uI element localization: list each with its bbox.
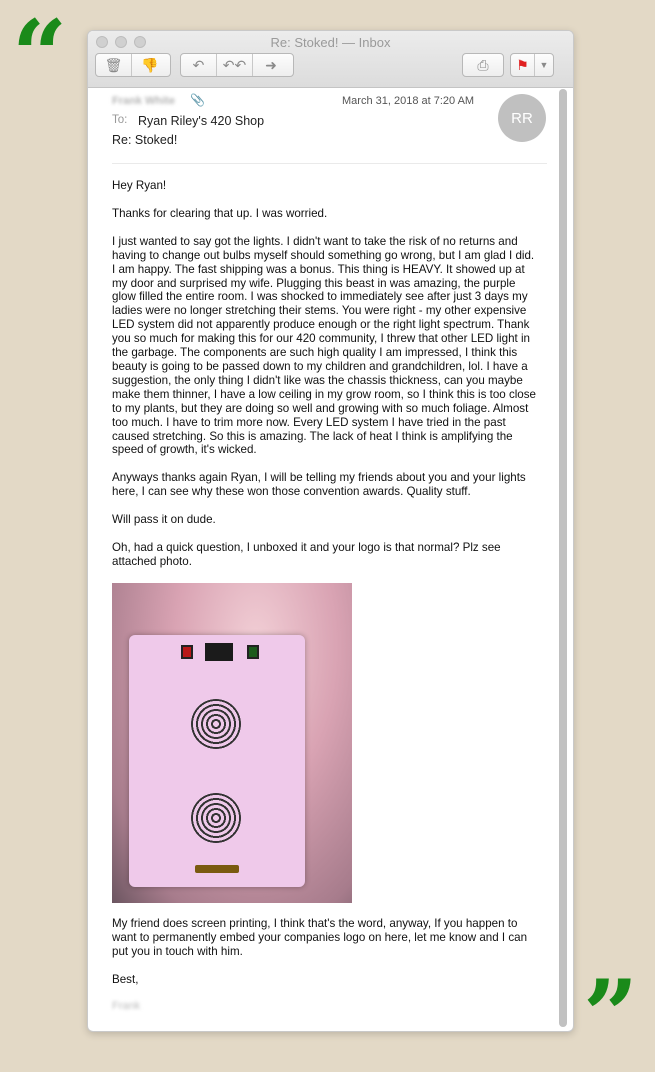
body-paragraph: Hey Ryan! [112,179,167,192]
body-paragraph: Thanks for clearing that up. I was worried. [112,206,328,220]
flag-group [510,53,554,77]
message-subject: Re: Stoked! [112,133,178,147]
header-divider [112,163,547,164]
to-label: To: [112,114,128,126]
flag-button[interactable] [511,54,535,76]
body-paragraph: Oh, had a quick question, I unboxed it and your logo is that normal? Plz see attached photo. [112,541,501,568]
signature: Frank [112,1000,141,1013]
print-group [462,53,504,77]
body-paragraph: Will pass it on dude. [112,513,216,527]
body-paragraph: Best, [112,972,139,986]
delete-junk-group [95,53,171,77]
body-paragraph: I just wanted to say got the lights. I didn't want to take the risk of no returns and having to change out bulbs myself should something go wrong, but I am glad I did. I am happy. The fast shipping was a bonus. This thing is HEAVY. It showed up at my door and surprised my wife. Plugging this beast in was amazing, the purple glow filled the entire room. I was shocked to immediately see after just 3 days my ladies were no longer stretching their stems. You were right - my other expensive LED system did not apparently produce enough or the right light spectrum. Thank you so much for making this for our 420 community, I threw that other LED light in the garbage. The components are such high quality I am impressed, I think this beauty is going to be passed down to my children and grandchildren, lol. I have a suggestion, the only thing I didn't like was the chassis thickness, can you maybe make them thinner, I have a low ceiling in my grow room, so I think this is too close to my plants, but they are doing so well and growing with so much foliage. Almost too much. I have to trim more now. Every LED system I have tried in the past caused stretching. So this is amazing. The lack of heat I think is amplifying the speed of growth, it's wicked. [112,234,537,457]
reply-icon: ↶ [192,56,205,73]
delete-button[interactable] [96,54,132,76]
vertical-scrollbar[interactable] [559,89,567,1027]
flag-menu-button[interactable] [535,54,553,76]
trash-icon: 🗑 [104,56,123,73]
reply-group [180,53,294,77]
fan-grille-top [191,699,241,749]
mail-window [87,30,574,1032]
junk-button[interactable] [132,54,168,76]
fan-grille-bottom [191,793,241,843]
message-body [112,179,540,1028]
message-date: March 31, 2018 at 7:20 AM [342,95,475,107]
print-button[interactable] [463,54,503,76]
reply-button[interactable] [181,54,217,76]
red-switch [181,645,193,659]
window-title: Re: Stoked! — Inbox [270,35,391,50]
attachment-icon: 📎 [190,93,205,107]
forward-button[interactable] [253,54,289,76]
chevron-down-icon: ▼ [539,60,549,70]
print-icon: ⎙ [477,56,489,73]
avatar: RR [498,94,546,142]
reply-all-icon: ↶↶ [222,56,247,73]
grow-light-panel [129,635,305,887]
junk-icon: 👎 [141,56,159,73]
flag-icon: ⚑ [516,56,529,73]
title-bar [88,31,573,88]
reply-all-button[interactable] [217,54,253,76]
close-quote-mark: ” [583,959,639,1072]
attached-photo[interactable] [112,583,352,903]
logo-plate [195,865,239,873]
green-switch [247,645,259,659]
sender-name[interactable]: Frank White [112,95,175,107]
body-paragraph: Anyways thanks again Ryan, I will be telling my friends about you and your lights here, I can see why these won those convention awards. Quality stuff. [112,471,526,499]
open-quote-mark: “ [12,0,68,112]
forward-icon: ➜ [265,56,277,73]
display-panel [205,643,233,661]
recipient-name[interactable]: Ryan Riley's 420 Shop [138,114,265,128]
body-paragraph: My friend does screen printing, I think that's the word, anyway, If you happen to want to permanently embed your companies logo on here, let me know and I can put you in touch with him. [112,916,528,958]
scrollbar-thumb[interactable] [559,89,567,1027]
